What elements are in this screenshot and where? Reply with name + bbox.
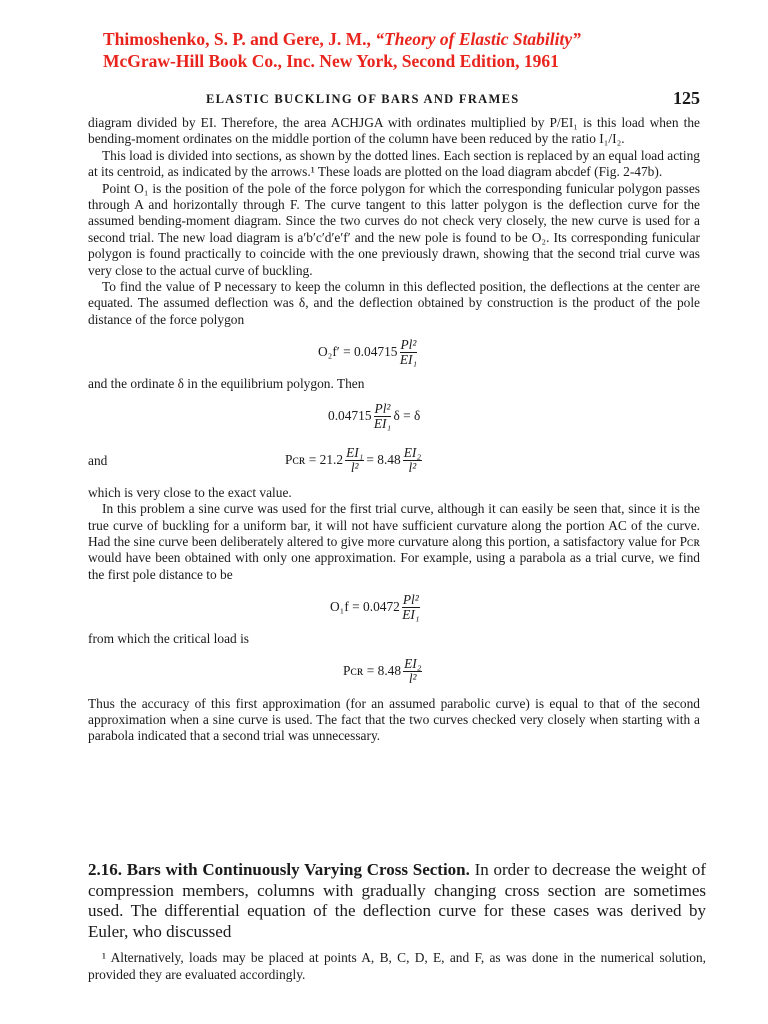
fraction-numerator: Pl² [402, 591, 419, 607]
equation-label: and [88, 452, 108, 468]
paragraph: which is very close to the exact value. [88, 484, 292, 500]
equation-fraction [345, 446, 364, 475]
section-2-16 [88, 860, 706, 942]
footnote-text: ¹ Alternatively, loads may be placed at points A, B, C, D, E, and F, as was done in the numerical solution, provided they are evaluated accordingly. [88, 950, 706, 982]
equation-lhs: O₁f = 0.0472 [330, 598, 400, 614]
page-number: 125 [673, 88, 700, 108]
equation-middle: = 8.48 [366, 452, 401, 468]
fraction-denominator: EI₁ [399, 351, 418, 367]
equation-fraction [402, 593, 420, 622]
paragraph: To find the value of P necessary to keep the column in this deflected position, the deflections at the center are equated. The assumed deflection was δ, and the deflection obtained by construction is the product of the pole distance of the force polygon [88, 279, 700, 327]
section-heading: 2.16. Bars with Continuously Varying Cross Section. [88, 860, 470, 879]
footnote [88, 950, 706, 983]
equation-fraction [403, 657, 422, 686]
paragraph: from which the critical load is [88, 631, 250, 647]
equation-lhs: Pᴄʀ = 8.48 [343, 663, 402, 679]
citation-authors: Thimoshenko, S. P. and Gere, J. M., [103, 29, 376, 49]
section-text: In order to decrease the weight of compression members, columns with gradually changing cross section are sometimes used. The differential equation of the deflection curve for these cases was derived by Euler, who discussed [88, 860, 706, 941]
equation-rhs: δ = δ [393, 408, 421, 424]
citation-line-1 [103, 28, 743, 50]
citation [103, 28, 743, 72]
running-head-title: ELASTIC BUCKLING OF BARS AND FRAMES [206, 92, 520, 106]
equation-critical-load [88, 441, 700, 481]
fraction-numerator: Pl² [400, 336, 417, 352]
fraction-numerator: EI₂ [404, 656, 422, 672]
equation-critical-load-parabola [88, 652, 700, 692]
equation-lhs: O₂f′ = 0.04715 [318, 344, 398, 360]
equation-pole-distance [88, 332, 700, 372]
paragraph: Point O₁ is the position of the pole of the force polygon for which the corresponding funicular polygon passes through A and horizontally through F. The curve tangent to this latter polygon is the deflection curve for the assumed bending-moment diagram. Since the two curves do not check very closely, the new curve is used for a second trial. The new load diagram is a′b′c′d′e′f′ and the new pole is found to be O₂. Its corresponding funicular polygon is found practically to coincide with the one previously drawn, showing that the second trial curve was very close to the actual curve of buckling. [88, 180, 700, 278]
fraction-denominator: l² [408, 460, 417, 476]
equation-equilibrium [88, 397, 700, 437]
fraction-numerator: Pl² [374, 401, 391, 417]
fraction-numerator: EI₂ [403, 445, 421, 461]
fraction-numerator: EI₁ [346, 445, 364, 461]
fraction-denominator: l² [408, 671, 417, 687]
equation-fraction [400, 338, 418, 367]
fraction-denominator: l² [350, 460, 359, 476]
paragraph: diagram divided by EI. Therefore, the area ACHJGA with ordinates multiplied by P/EI₁ is this load when the bending-moment ordinates on the middle portion of the column have been reduced by the ratio I₁/I₂. [88, 115, 700, 147]
citation-line-2: McGraw-Hill Book Co., Inc. New York, Second Edition, 1961 [103, 51, 559, 71]
equation-coefficient: 0.04715 [328, 408, 372, 424]
equation-fraction [403, 446, 422, 475]
paragraph: This load is divided into sections, as shown by the dotted lines. Each section is replaced by an equal load acting at its centroid, as indicated by the arrows.¹ These loads are plotted on the load diagram abcdef (Fig. 2-47b). [88, 147, 700, 180]
citation-book-title: “Theory of Elastic Stability” [375, 29, 581, 49]
equation-fraction [374, 402, 392, 431]
paragraph: Thus the accuracy of this first approximation (for an assumed parabolic curve) is equal to that of the second approximation when a sine curve is used. The fact that the two curves checked very closely when starting with a parabola indicated that a second trial was unnecessary. [88, 695, 700, 744]
running-head [88, 90, 700, 110]
fraction-denominator: EI₁ [402, 606, 420, 622]
paragraph: and the ordinate δ in the equilibrium polygon. Then [88, 376, 365, 392]
paragraph: In this problem a sine curve was used for the first trial curve, although it can easily be seen that, since it is the true curve of buckling for a uniform bar, it will not have sufficient curvature along the portion AC of the curve. Had the sine curve been deliberately altered to give more curvature along this portion, a satisfactory value for Pᴄʀ would have been obtained with only one approximation. For example, using a parabola as a trial curve, we find the first pole distance to be [88, 501, 700, 582]
fraction-denominator: EI₁ [373, 416, 392, 432]
equation-lhs: Pᴄʀ = 21.2 [285, 452, 344, 468]
equation-parabola-pole [88, 587, 700, 627]
page-body [88, 115, 700, 745]
